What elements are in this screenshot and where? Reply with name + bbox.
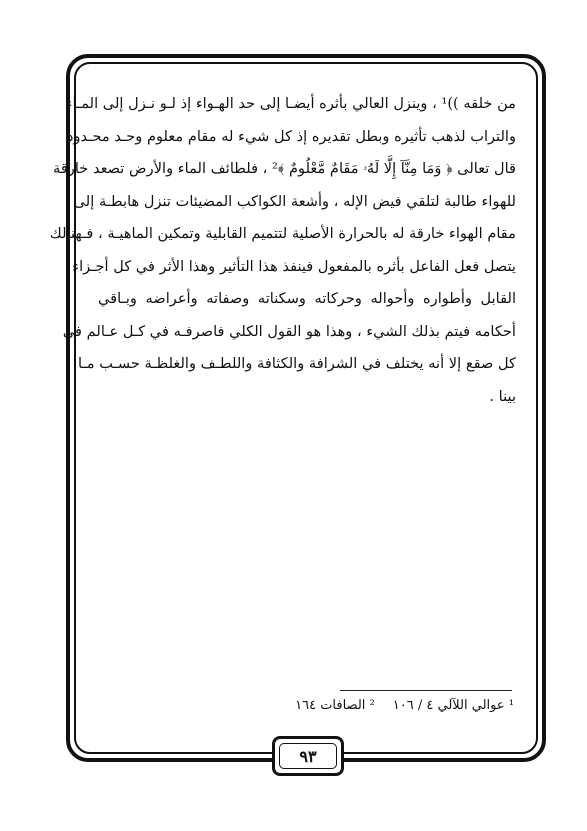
text-line: القابل وأطواره وأحواله وحركاته وسكناته وصفاته وأعراضه وبـاقي (98, 290, 516, 307)
footnotes (295, 698, 514, 713)
text-line: للهواء طالبة لتلقي فيض الإله ، وأشعة الكواكب المضيئات تنزل هابطـة إلى (73, 192, 516, 210)
page-number-box (272, 736, 344, 776)
text-line: كل صقع إلا أنه يختلف في الشرافة والكثافة واللطـف والغلظـة حسـب مـا (78, 355, 516, 372)
footnote-1: ¹ عوالي اللآلي ٤ / ١٠٦ (392, 698, 514, 713)
body-text (49, 88, 516, 413)
page-number: ٩٣ (279, 743, 337, 769)
text-line: بينا . (489, 387, 516, 405)
text-line: أحكامه فيتم بذلك الشيء ، وهذا هو القول الكلي فاصرفـه في كـل عـالم في (62, 322, 516, 340)
text-line: قال تعالى ﴿ وَمَا مِنَّآ إِلَّا لَهُۥ مَقَامٌ مَّعْلُومٌ ﴾² ، فلطائف الماء والأرض تصعد خارقة (53, 160, 516, 177)
text-line: من خلقه ))¹ ، وينزل العالي بأثره أيضـا إلى حد الهـواء إذ لـو نـزل إلى المـاء (65, 95, 516, 112)
footnote-divider (340, 690, 512, 691)
text-line: مقام الهواء خارقة له بالحرارة الأصلية لتتميم القابلية وتمكين الماهيـة ، فـهنالك (49, 225, 516, 242)
text-line: يتصل فعل الفاعل بأثره بالمفعول فينفذ هذا التأثير وهذا الأثر في كل أجـزاء (72, 257, 516, 275)
text-line: والتراب لذهب تأثيره وبطل تقديره إذ كل شيء له مقام معلوم وحـد محـدود (66, 127, 516, 145)
footnote-2: ² الصافات ١٦٤ (295, 698, 375, 713)
